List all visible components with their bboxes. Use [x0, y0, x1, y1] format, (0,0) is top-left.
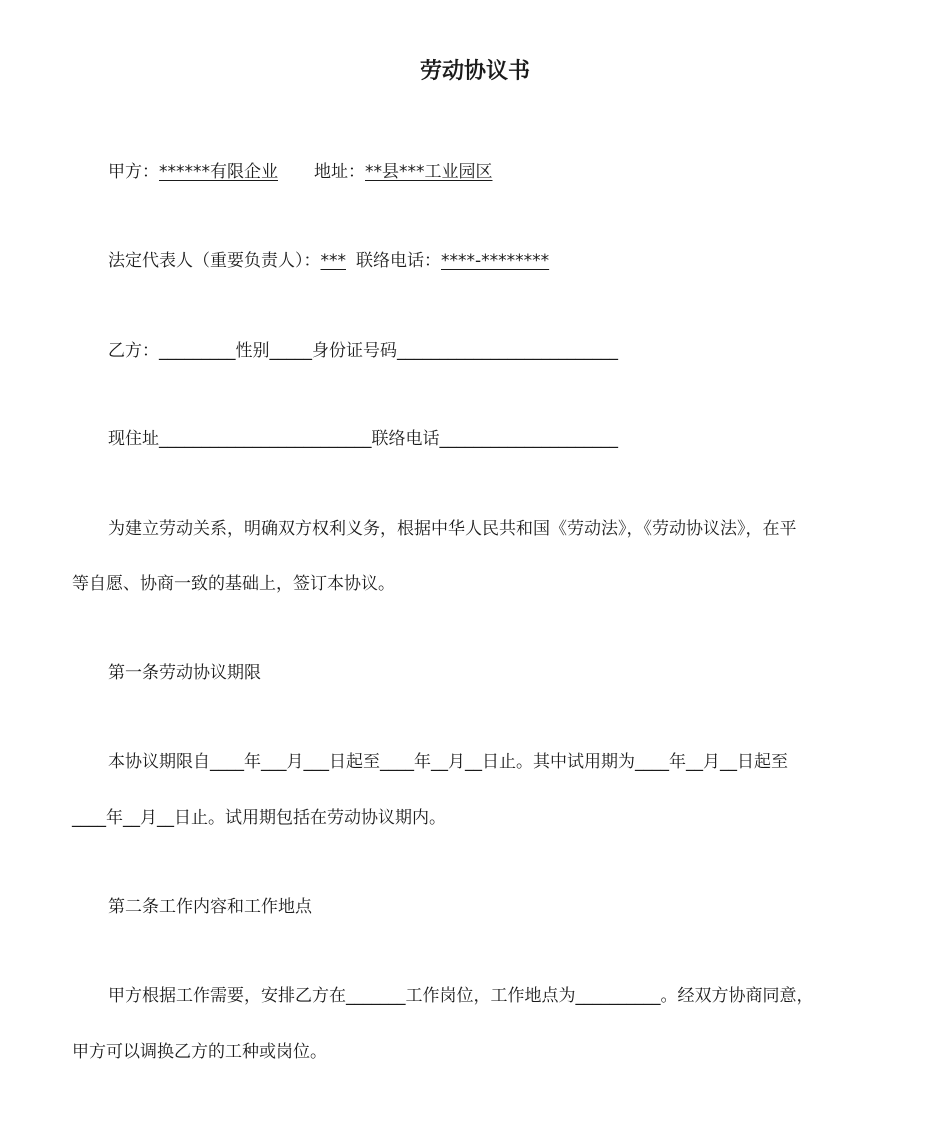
party-b-line: 乙方：_________性别_____身份证号码__________________________ [108, 341, 618, 361]
article2-paragraph-line1: 甲方根据工作需要，安排乙方在_______工作岗位，工作地点为__________。经双方协商同意， [108, 986, 814, 1006]
legal-rep-phone-label: 联络电话： [356, 251, 441, 271]
party-a-line [108, 160, 493, 184]
party-a-address: **县***工业园区 [365, 162, 493, 182]
residence-line: 现住址_________________________联络电话_____________________ [108, 429, 618, 449]
legal-rep-name: *** [320, 251, 346, 271]
article2-heading: 第二条工作内容和工作地点 [108, 897, 312, 917]
legal-rep-line [108, 249, 549, 273]
document-title: 劳动协议书 [419, 59, 530, 84]
party-a-label: 甲方： [108, 162, 159, 182]
party-a-name: ******有限企业 [159, 162, 278, 182]
legal-rep-label: 法定代表人（重要负责人）： [108, 251, 321, 271]
article1-paragraph-line1: 本协议期限自____年___月___日起至____年__月__日止。其中试用期为____年__月__日起至 [108, 752, 788, 772]
article1-paragraph-line2: ____年__月__日止。试用期包括在劳动协议期内。 [72, 808, 446, 828]
article2-paragraph-line2: 甲方可以调换乙方的工种或岗位。 [72, 1042, 327, 1062]
address-label: 地址： [314, 162, 365, 182]
legal-rep-phone: ****-******** [441, 251, 550, 271]
article1-heading: 第一条劳动协议期限 [108, 663, 261, 683]
intro-paragraph-line1: 为建立劳动关系，明确双方权利义务，根据中华人民共和国《劳动法》，《劳动协议法》，在平 [108, 519, 797, 539]
intro-paragraph-line2: 等自愿、协商一致的基础上，签订本协议。 [72, 574, 395, 594]
